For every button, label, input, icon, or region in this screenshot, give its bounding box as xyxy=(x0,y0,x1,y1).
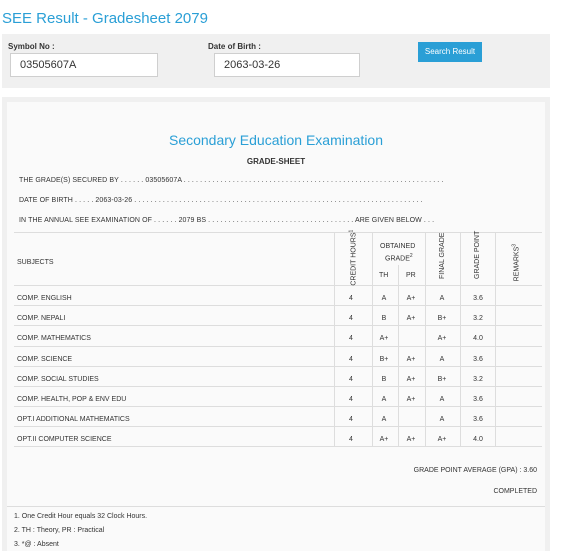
credit-hours-cell: 4 xyxy=(349,315,353,322)
row-divider xyxy=(14,386,542,387)
remarks-header xyxy=(510,241,521,285)
column-divider xyxy=(460,232,461,446)
credit-hours-cell: 4 xyxy=(349,335,353,342)
exam-title: Secondary Education Examination xyxy=(168,132,384,148)
grade-point-cell: 3.6 xyxy=(473,396,483,403)
th-grade-cell: A xyxy=(381,396,387,403)
row-divider xyxy=(14,305,542,306)
credit-hours-footnote-marker: 1 xyxy=(348,229,355,233)
search-panel xyxy=(2,34,550,88)
credit-hours-cell: 4 xyxy=(349,436,353,443)
subject-name: COMP. HEALTH, POP & ENV EDU xyxy=(17,396,127,403)
row-divider xyxy=(14,406,542,407)
th-grade-cell: A xyxy=(381,416,387,423)
table-top-border xyxy=(14,229,542,233)
th-header: TH xyxy=(379,272,389,279)
grade-point-cell: 3.2 xyxy=(473,315,483,322)
final-grade-cell: B+ xyxy=(437,315,447,322)
th-grade-cell: A xyxy=(381,295,387,302)
th-grade-cell: B+ xyxy=(379,356,389,363)
credit-hours-header xyxy=(347,229,358,286)
symbol-no-input[interactable] xyxy=(10,53,158,77)
pr-grade-cell: A+ xyxy=(406,356,416,363)
credit-hours-cell: 4 xyxy=(349,356,353,363)
row-divider xyxy=(14,346,542,347)
footnote: 1. One Credit Hour equals 32 Clock Hours. xyxy=(14,513,148,520)
pr-grade-cell: A+ xyxy=(406,376,416,383)
th-grade-cell: B xyxy=(381,376,387,383)
remarks-footnote-marker: 3 xyxy=(511,243,518,247)
grade-point-cell: 3.6 xyxy=(473,416,483,423)
grade-point-cell: 3.6 xyxy=(473,356,483,363)
subject-name: COMP. SCIENCE xyxy=(17,356,73,363)
grade-footnote-marker: 2 xyxy=(409,253,413,259)
subjects-header: SUBJECTS xyxy=(17,259,54,266)
final-grade-cell: A xyxy=(439,416,445,423)
table-header-border xyxy=(14,285,542,286)
obtained-grade-header xyxy=(385,253,413,262)
final-grade-cell: B+ xyxy=(437,376,447,383)
footnote: 2. TH : Theory, PR : Practical xyxy=(14,527,105,534)
column-divider xyxy=(495,232,496,446)
row-divider xyxy=(14,366,542,367)
credit-hours-cell: 4 xyxy=(349,396,353,403)
dob-line: DATE OF BIRTH . . . . . 2063-03-26 . . . . . . . . . . . . . . . . . . . . . . . . . . . . . . . . . . . . . . . . . . . . . . . . . . . . . . . . . . . . . . . . . . . . . . . xyxy=(19,197,423,204)
pr-grade-cell: A+ xyxy=(406,396,416,403)
grade-point-cell: 3.2 xyxy=(473,376,483,383)
pr-grade-cell: A+ xyxy=(406,315,416,322)
final-grade-cell: A xyxy=(439,356,445,363)
row-divider xyxy=(14,426,542,427)
row-divider xyxy=(14,325,542,326)
search-result-button[interactable]: Search Result xyxy=(418,42,482,62)
obtained-grade-label: GRADE xyxy=(385,255,410,263)
grade-point-header: GRADE POINT xyxy=(474,230,481,279)
credit-hours-label: CREDIT HOURS xyxy=(350,232,358,286)
notes-divider xyxy=(7,506,545,507)
dob-label: Date of Birth : xyxy=(208,42,261,51)
subject-name: COMP. SOCIAL STUDIES xyxy=(17,376,99,383)
obtained-header: OBTAINED xyxy=(380,243,416,250)
subject-name: COMP. NEPALI xyxy=(17,315,66,322)
gpa-summary: GRADE POINT AVERAGE (GPA) : 3.60 xyxy=(413,467,537,474)
pr-header: PR xyxy=(406,272,416,279)
footnote: 3. *@ : Absent xyxy=(14,541,59,548)
gradesheet xyxy=(7,102,545,551)
symbol-no-label: Symbol No : xyxy=(8,42,55,51)
exam-year-line: IN THE ANNUAL SEE EXAMINATION OF . . . . . . 2079 BS . . . . . . . . . . . . . . . . . . . . . . . . . . . . . . . . . . . . ARE GIVEN BELOW . . . xyxy=(19,217,435,224)
subject-name: OPT.II COMPUTER SCIENCE xyxy=(17,436,112,443)
column-divider xyxy=(398,265,399,446)
grades-secured-line: THE GRADE(S) SECURED BY . . . . . . 03505607A . . . . . . . . . . . . . . . . . . . . . . . . . . . . . . . . . . . . . . . . . . . . . . . . . . . . . . . . . . . . . . . . xyxy=(19,177,444,184)
credit-hours-cell: 4 xyxy=(349,376,353,383)
table-bottom-border xyxy=(14,446,542,447)
subject-name: COMP. MATHEMATICS xyxy=(17,335,91,342)
completion-status: COMPLETED xyxy=(493,488,537,495)
th-grade-cell: A+ xyxy=(379,436,389,443)
subject-name: OPT.I ADDITIONAL MATHEMATICS xyxy=(17,416,130,423)
column-divider xyxy=(334,232,335,446)
column-divider xyxy=(372,232,373,446)
final-grade-cell: A+ xyxy=(437,335,447,342)
column-divider xyxy=(425,232,426,446)
remarks-label: REMARKS xyxy=(513,246,521,282)
final-grade-header: FINAL GRADE xyxy=(439,232,446,279)
credit-hours-cell: 4 xyxy=(349,295,353,302)
gradesheet-panel xyxy=(2,97,550,551)
final-grade-cell: A+ xyxy=(437,436,447,443)
th-grade-cell: B xyxy=(381,315,387,322)
th-grade-cell: A+ xyxy=(379,335,389,342)
grade-point-cell: 4.0 xyxy=(473,335,483,342)
pr-grade-cell: A+ xyxy=(406,436,416,443)
grade-point-cell: 3.6 xyxy=(473,295,483,302)
final-grade-cell: A xyxy=(439,295,445,302)
page-title: SEE Result - Gradesheet 2079 xyxy=(2,10,208,27)
credit-hours-cell: 4 xyxy=(349,416,353,423)
pr-grade-cell: A+ xyxy=(406,295,416,302)
final-grade-cell: A xyxy=(439,396,445,403)
subject-name: COMP. ENGLISH xyxy=(17,295,72,302)
dob-input[interactable] xyxy=(214,53,360,77)
grade-point-cell: 4.0 xyxy=(473,436,483,443)
gradesheet-subtitle: GRADE-SHEET xyxy=(246,157,306,166)
